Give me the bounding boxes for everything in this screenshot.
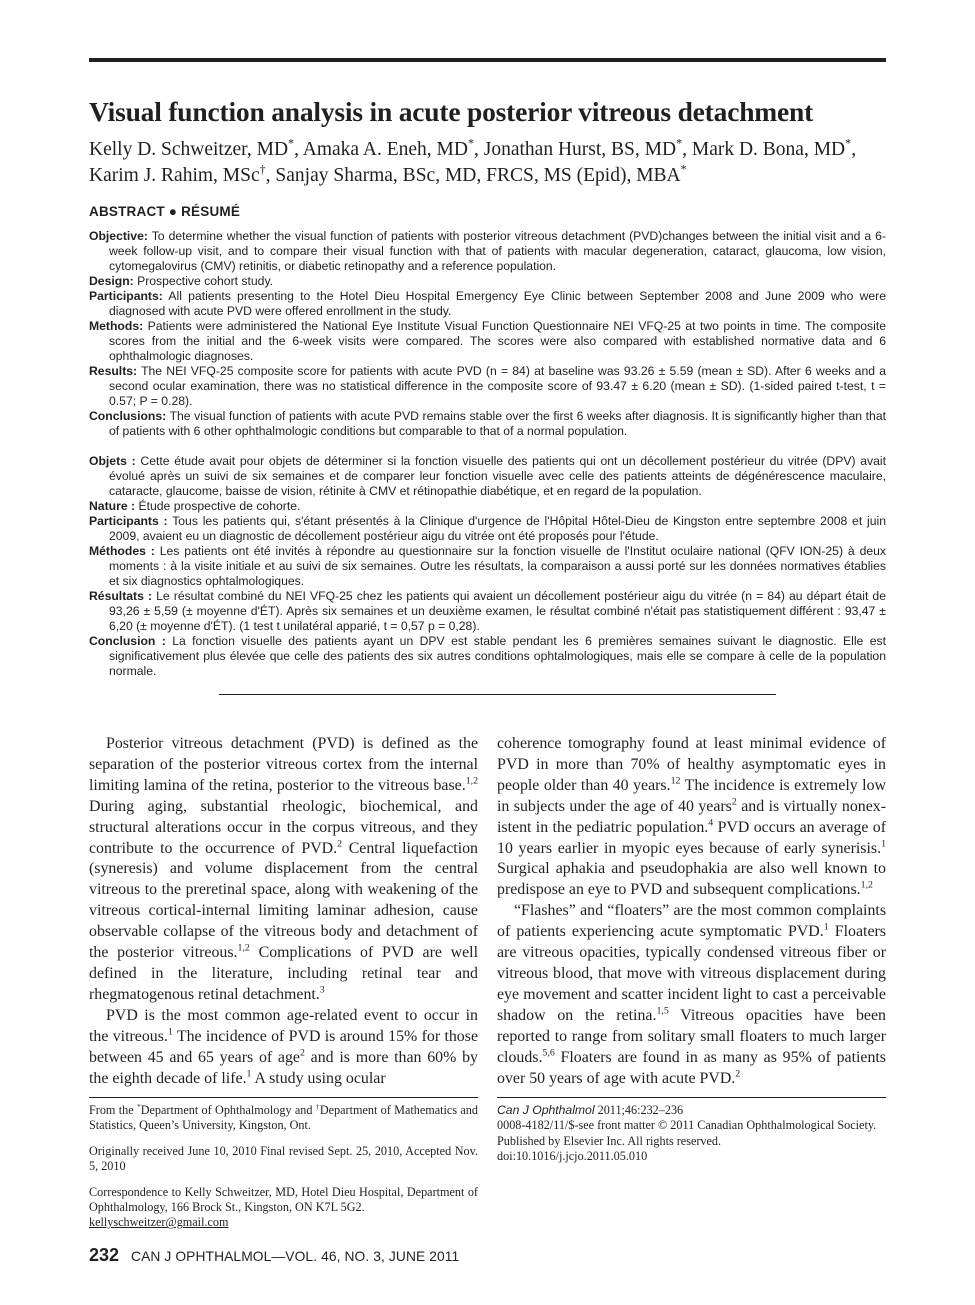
top-rule [89,58,886,62]
abstract-section [89,229,886,274]
reference-superscript: 2 [731,796,737,808]
abstract-section [89,319,886,364]
author-separator: , [474,139,484,160]
footnote-rule-right [497,1097,886,1098]
author-name: Sanjay Sharma, BSc, MD, FRCS, MS (Epid), MBA [275,165,681,186]
body-paragraph [89,1006,478,1090]
abstract-section-label: Results: [89,364,138,378]
reference-superscript: 2 [300,1047,305,1059]
abstract-section [89,409,886,439]
reference-superscript: 2 [735,1068,741,1080]
reference-superscript: 12 [670,775,681,787]
abstract-section [89,589,886,634]
abstract-section-text: Le résultat combiné du NEI VFQ-25 chez les patients qui avaient un décollement postérieur aigu du vitrée (n = 84) au départ était de 93,26 ± 5,59 (± moyenne d'ÉT). Après six semaines et un deuxième examen, le résultat combiné n'était pas statistiquement différent : 93,47 ± 6,20 (± moyenne d'ÉT). (1 test t unilatéral apparié, t = 0,57 p = 0,28). [109,589,886,633]
abstract-section-text: Les patients ont été invités à répondre au questionnaire sur la fonction visuelle de l'Institut oculaire national (QFV ION-25) à deux moments : à la visite initiale et au suivi de six semaines. Outre les résultats, la comparaison a aussi porté sur les données normatives établies et six diagnostics ophtalmologiques. [109,544,887,588]
body-paragraph [497,901,886,1089]
reference-superscript: 1,2 [465,775,478,787]
affiliation-note [89,1103,478,1134]
affiliation-mark: * [676,136,683,151]
author-name: Mark D. Bona, MD [691,139,846,160]
reference-superscript: 3 [319,984,325,996]
abstract-section-label: Nature : [89,499,136,513]
author-name: Karim J. Rahim, MSc [89,165,260,186]
email-link[interactable]: kellyschweitzer@gmail.com [89,1215,229,1230]
article-title: Visual function analysis in acute posterior vitreous detachment [89,96,814,127]
received-note: Originally received June 10, 2010 Final revised Sept. 25, 2010, Accepted Nov. 5, 2010 [89,1143,478,1174]
citation-volume: 2011;46:232–236 [594,1103,684,1117]
abstract-section-label: Objets : [89,454,136,468]
footnotes-left [89,1103,478,1241]
abstract-section [89,499,886,514]
author-separator: , [851,139,857,160]
text-run: and is more than 60% by the eighth decade of life. [89,1048,478,1087]
abstract-section-text: Tous les patients qui, s'étant présentés à la Clinique d'urgence de l'Hôpital Hôtel-Dieu de Kingston entre septembre 2008 et juin 2009, avaient eu un diagnostic de décollement postérieur aigu du vitrée ont été proposés pour l'étude. [109,514,886,543]
abstract-section-label: Conclusions: [89,409,167,423]
text-run: Floaters are vitreous opacities, typically condensed vitreous fiber or vitreous blood, that move with vitreous displacement during eye movement and scatter incident light to cast a perceivable shadow on the retina. [497,923,886,1024]
author-line-1 [89,137,889,163]
reference-superscript: 1 [167,1026,173,1038]
text-run: coherence tomography found at least minimal evidence of PVD in more than 70% of healthy asymptomatic eyes in people older than 40 years. [497,735,886,794]
abstract-section-label: Conclusion : [89,634,166,648]
abstract-section [89,454,886,499]
text-run: From the [89,1103,137,1117]
affiliation-mark: * [680,162,687,177]
author-separator: , [294,139,303,160]
author-name: Jonathan Hurst, BS, MD [483,139,677,160]
abstract-section [89,544,886,589]
abstract-section [89,274,886,289]
reference-superscript: 5,6 [542,1047,555,1059]
abstract-section-text: The NEI VFQ-25 composite score for patients with acute PVD (n = 84) at baseline was 93.26 ± 5.59 (mean ± SD). After 6 weeks and a second ocular examination, there was no statistical difference in the composite score of 93.47 ± 6.20 (mean ± SD). (1-sided paired t-test, t = 0.57; P = 0.28). [109,364,886,408]
text-run: Surgical aphakia and pseudophakia are also well known to predispose an eye to PVD and subsequent complications. [497,860,886,899]
author-separator: , [265,165,276,186]
body-paragraph [497,734,886,901]
body-column-left [89,734,478,1089]
affiliation-mark: * [467,136,475,151]
reference-superscript: 1 [881,838,886,850]
abstract-section-label: Objective: [89,229,148,243]
text-run: Complications of PVD are well defined in the literature, including retinal tear and rhegmatogenous retinal detachment. [89,944,479,1003]
text-run: A study using ocular [251,1069,386,1087]
reference-superscript: 1,2 [860,880,873,892]
affiliation-mark: * [845,136,852,151]
page-number: 232 [89,1245,120,1265]
author-separator: , [682,139,692,160]
text-run: Floaters are found in as many as 95% of patients over 50 years of age with acute PVD. [497,1048,886,1087]
abstract-section-label: Participants : [89,514,168,528]
abstract-section-text: Patients were administered the National Eye Institute Visual Function Questionnaire NEI VFQ-25 at two points in time. The composite scores from the initial and the 6-week visits were compared. The scores were also compared with established normative data and 6 ophthalmologic diagnoses. [109,319,886,363]
doi-link[interactable]: doi:10.1016/j.jcjo.2011.05.010 [497,1149,648,1164]
reference-superscript: * [136,1101,141,1111]
footnotes-right [497,1103,886,1165]
abstract-section-text: Étude prospective de cohorte. [138,499,301,513]
reference-superscript: 1 [823,921,829,933]
abstract-section [89,634,886,679]
copyright-note: 0008-4182/11/$-see front matter © 2011 Canadian Ophthalmological Society. Published by Elsevier Inc. All rights reserved. [497,1118,877,1148]
abstract-section [89,364,886,409]
abstract-section-text: All patients presenting to the Hotel Dieu Hospital Emergency Eye Clinic between September 2008 and June 2009 who were diagnosed with acute PVD were offered enrollment in the study. [109,289,886,318]
affiliation-mark: * [288,136,295,151]
text-run: The incidence is extremely low in subjects under the age of 40 years [497,776,886,815]
body-paragraph [89,734,478,1006]
reference-superscript: 1 [246,1068,252,1080]
abstract-section [89,514,886,544]
abstract-section-text: La fonction visuelle des patients ayant un DPV est stable pendant les 6 premières semaines suivant le diagnostic. Elle est significativement plus élevée que celle des patients des six autres conditions ophtalmologiques, mais elle se compare à celle de la population normale. [109,634,886,678]
text-run: Posterior vitreous detachment (PVD) is defined as the separation of the posterior vitreous cortex from the internal limiting lamina of the retina, posterior to the vitreous base. [89,735,478,794]
text-run: Vitreous opacities have been reported to range from solitary small floaters to much larger clouds. [497,1006,886,1066]
author-line-2 [89,163,889,189]
text-run: Central liquefaction (syneresis) and volume displacement from the central vitreous to the preretinal space, along with weakening of the vitreous cortical-internal limiting laminar adhesion, cause observable collapse of the vitreous body and detachment of the posterior vitreous. [89,839,479,962]
section-divider [219,694,776,695]
abstract-section-label: Methods: [89,319,144,333]
abstract-section-text: Prospective cohort study. [137,274,274,288]
abstract-english [89,229,886,439]
text-run: Department of Ophthalmology and [140,1103,316,1117]
text-run: Department of Mathematics and Statistics, Queen’s University, Kingston, Ont. [89,1103,478,1133]
page-footer [89,1245,459,1266]
reference-superscript: 2 [337,838,343,850]
running-head: CAN J OPHTHALMOL—VOL. 46, NO. 3, JUNE 2011 [131,1249,460,1264]
author-list [89,137,889,189]
reference-superscript: 1,2 [237,942,250,954]
text-run: PVD is the most common age-related event to occur in the vitreous. [89,1006,478,1045]
correspondence-text: Correspondence to Kelly Schweitzer, MD, Hotel Dieu Hospital, Department of Ophthalmology, 166 Brock St., Kingston, ON K7L 5G2. [89,1184,478,1215]
text-run: and is virtually nonexistent in the pediatric population. [497,797,887,836]
abstract-french [89,454,886,679]
reference-superscript: † [315,1101,320,1111]
author-name: Amaka A. Eneh, MD [302,139,468,160]
correspondence-note [89,1185,478,1231]
body-column-right [497,734,886,1089]
text-run: “Flashes” and “floaters” are the most common complaints of patients experiencing acute symptomatic PVD. [497,902,886,941]
author-name: Kelly D. Schweitzer, MD [89,139,289,160]
reference-superscript: 4 [708,817,714,829]
abstract-section-text: The visual function of patients with acute PVD remains stable over the first 6 weeks after diagnosis. It is significantly higher than that of patients with 6 other ophthalmologic conditions but comparable to that of a normal population. [109,409,886,438]
abstract-section-label: Méthodes : [89,544,155,558]
citation-journal: Can J Ophthalmol [497,1103,595,1117]
footnote-rule-left [89,1097,478,1098]
text-run: The incidence of PVD is around 15% for those between 45 and 65 years of age [89,1027,478,1066]
abstract-heading: ABSTRACT ● RÉSUMÉ [89,204,241,219]
abstract-section [89,289,886,319]
citation-line [497,1103,886,1118]
text-run: During aging, substantial rheologic, biochemical, and structural alterations occur in the corpus vitreous, and they contribute to the occurrence of PVD. [89,797,478,857]
text-run: PVD occurs an average of 10 years earlier in myopic eyes because of early synerisis. [497,818,886,857]
abstract-section-label: Design: [89,274,134,288]
abstract-section-text: Cette étude avait pour objets de déterminer si la fonction visuelle des patients qui ont un décollement postérieur du vitrée (DPV) avait évolué après un suivi de six semaines et de comparer leur fonction visuelle avec celle des patients atteints de dégénérescence maculaire, cataracte, glaucome, baisse de vision, rétinite à CMV et rétinopathie diabétique, et en regard de la population. [109,454,886,498]
abstract-section-text: To determine whether the visual function of patients with posterior vitreous detachment (PVD)changes between the initial visit and a 6-week follow-up visit, and to compare their visual function with that of patients with macular degeneration, cataract, glaucoma, low vision, cytomegalovirus (CMV) retinitis, or diabetic retinopathy and a reference population. [109,229,886,273]
reference-superscript: 1,5 [656,1005,669,1017]
abstract-section-label: Participants: [89,289,163,303]
abstract-section-label: Résultats : [89,589,153,603]
affiliation-mark: † [259,162,266,177]
